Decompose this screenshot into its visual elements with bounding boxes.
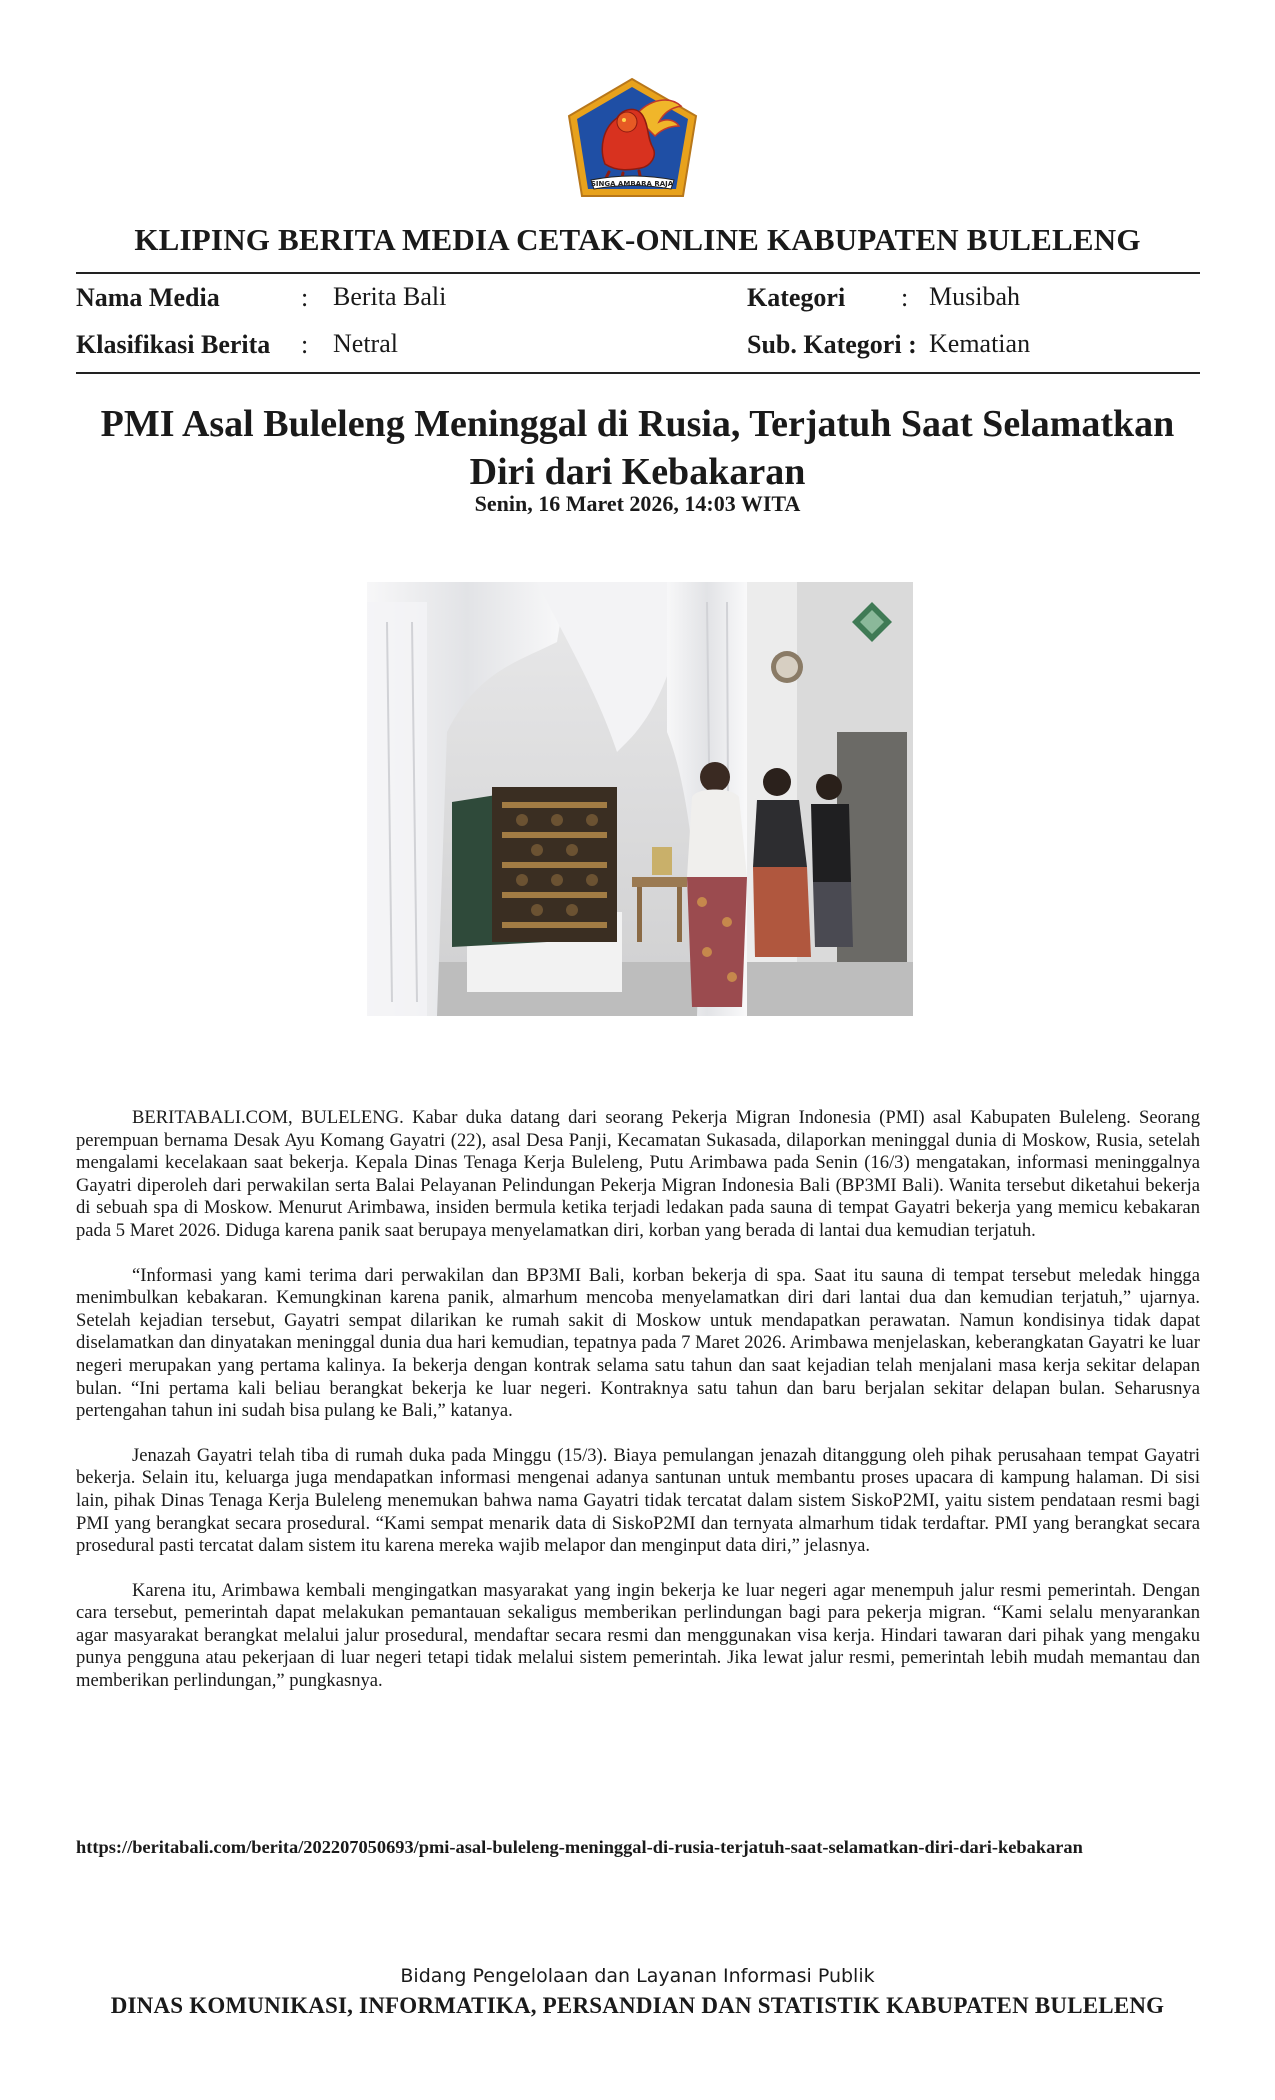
- klasifikasi-label: Klasifikasi Berita: [76, 330, 271, 359]
- klasifikasi-colon: :: [301, 330, 309, 359]
- article-body: [76, 1107, 1200, 1715]
- footer-department: Bidang Pengelolaan dan Layanan Informasi Publik: [400, 1965, 875, 1987]
- sub-kategori-label: Sub. Kategori :: [747, 330, 917, 359]
- footer-agency: DINAS KOMUNIKASI, INFORMATIKA, PERSANDIAN DAN STATISTIK KABUPATEN BULELENG: [110, 1993, 1165, 2018]
- kategori-label: Kategori: [747, 283, 846, 312]
- media-colon: :: [301, 283, 309, 312]
- meta-divider: [76, 372, 1200, 374]
- kategori-colon: :: [901, 283, 909, 312]
- header-divider: [76, 272, 1200, 274]
- article-date: Senin, 16 Maret 2026, 14:03 WITA: [474, 491, 801, 516]
- svg-text:SINGA AMBARA RAJA: SINGA AMBARA RAJA: [590, 180, 674, 188]
- article-paragraph: Karena itu, Arimbawa kembali mengingatkan masyarakat yang ingin bekerja ke luar negeri agar menempuh jalur resmi pemerintah. Dengan cara tersebut, pemerintah dapat melakukan pemantauan sekaligus memberikan perlindungan bagi para pekerja migran. “Kami selalu menyarankan agar masyarakat berangkat melalui jalur prosedural, mendaftar secara resmi dan menggunakan visa kerja. Hindari tawaran dari pihak yang mengaku punya pengguna atau pekerjaan di luar negeri tetapi tidak melalui sistem pemerintah. Jika lewat jalur resmi, pemerintah lebih mudah memantau dan memberikan perlindungan,” pungkasnya.: [76, 1579, 1200, 1692]
- media-value: Berita Bali: [333, 282, 447, 311]
- regency-logo: [565, 76, 700, 201]
- klasifikasi-value: Netral: [333, 329, 398, 358]
- source-url-link[interactable]: https://beritabali.com/berita/202207050693/pmi-asal-buleleng-meninggal-di-rusia-terjatuh-saat-selamatkan-diri-dari-kebakaran: [76, 1837, 1083, 1857]
- article-photo: [367, 582, 913, 1016]
- media-label: Nama Media: [76, 283, 220, 312]
- article-title: PMI Asal Buleleng Meninggal di Rusia, Terjatuh Saat Selamatkan Diri dari Kebakaran: [100, 403, 1175, 493]
- article-paragraph: “Informasi yang kami terima dari perwakilan dan BP3MI Bali, korban bekerja di spa. Saat itu sauna di tempat tersebut meledak hingga menimbulkan kebakaran. Kemungkinan karena panik, almarhum mencoba menyelamatkan diri dari lantai dua dan kemudian terjatuh,” ujarnya. Setelah kejadian tersebut, Gayatri sempat dilarikan ke rumah sakit di Moskow untuk mendapatkan perawatan. Namun kondisinya tidak dapat diselamatkan dan dinyatakan meninggal dunia dua hari kemudian, tepatnya pada 7 Maret 2026. Arimbawa menjelaskan, keberangkatan Gayatri ke luar negeri merupakan yang pertama kalinya. Ia bekerja dengan kontrak selama satu tahun dan saat kejadian telah menjalani masa kerja sekitar delapan bulan. “Ini pertama kali beliau berangkat bekerja ke luar negeri. Kontraknya satu tahun dan baru berjalan sekitar delapan bulan. Seharusnya pertengahan tahun ini sudah bisa pulang ke Bali,” katanya.: [76, 1264, 1200, 1422]
- article-paragraph: BERITABALI.COM, BULELENG. Kabar duka datang dari seorang Pekerja Migran Indonesia (PMI) asal Kabupaten Buleleng. Seorang perempuan bernama Desak Ayu Komang Gayatri (22), asal Desa Panji, Kecamatan Sukasada, dilaporkan meninggal dunia di Moskow, Rusia, setelah mengalami kecelakaan saat bekerja. Kepala Dinas Tenaga Kerja Buleleng, Putu Arimbawa pada Senin (16/3) mengatakan, informasi meninggalnya Gayatri diperoleh dari perwakilan serta Balai Pelayanan Pelindungan Pekerja Migran Indonesia Bali (BP3MI Bali). Wanita tersebut diketahui bekerja di sebuah spa di Moskow. Menurut Arimbawa, insiden bermula ketika terjadi ledakan pada sauna di tempat Gayatri bekerja yang memicu kebakaran pada 5 Maret 2026. Diduga karena panik saat berupaya menyelamatkan diri, korban yang berada di lantai dua kemudian terjatuh.: [76, 1107, 1200, 1241]
- article-paragraph: Jenazah Gayatri telah tiba di rumah duka pada Minggu (15/3). Biaya pemulangan jenazah ditanggung oleh pihak perusahaan tempat Gayatri bekerja. Selain itu, keluarga juga mendapatkan informasi mengenai adanya santunan untuk membantu proses upacara di kampung halaman. Di sisi lain, pihak Dinas Tenaga Kerja Buleleng menemukan bahwa nama Gayatri tidak tercatat dalam sistem SiskoP2MI, yaitu sistem pendataan resmi bagi PMI yang berangkat secara prosedural. “Kami sempat menarik data di SiskoP2MI dan ternyata almarhum tidak terdaftar. PMI yang berangkat secara prosedural pasti tercatat dalam sistem itu karena mereka wajib melapor dan menginput data diri,” jelasnya.: [76, 1444, 1200, 1557]
- sub-kategori-value: Kematian: [929, 329, 1031, 358]
- kategori-value: Musibah: [929, 282, 1020, 311]
- kliping-header-title: KLIPING BERITA MEDIA CETAK-ONLINE KABUPATEN BULELENG: [134, 222, 1141, 257]
